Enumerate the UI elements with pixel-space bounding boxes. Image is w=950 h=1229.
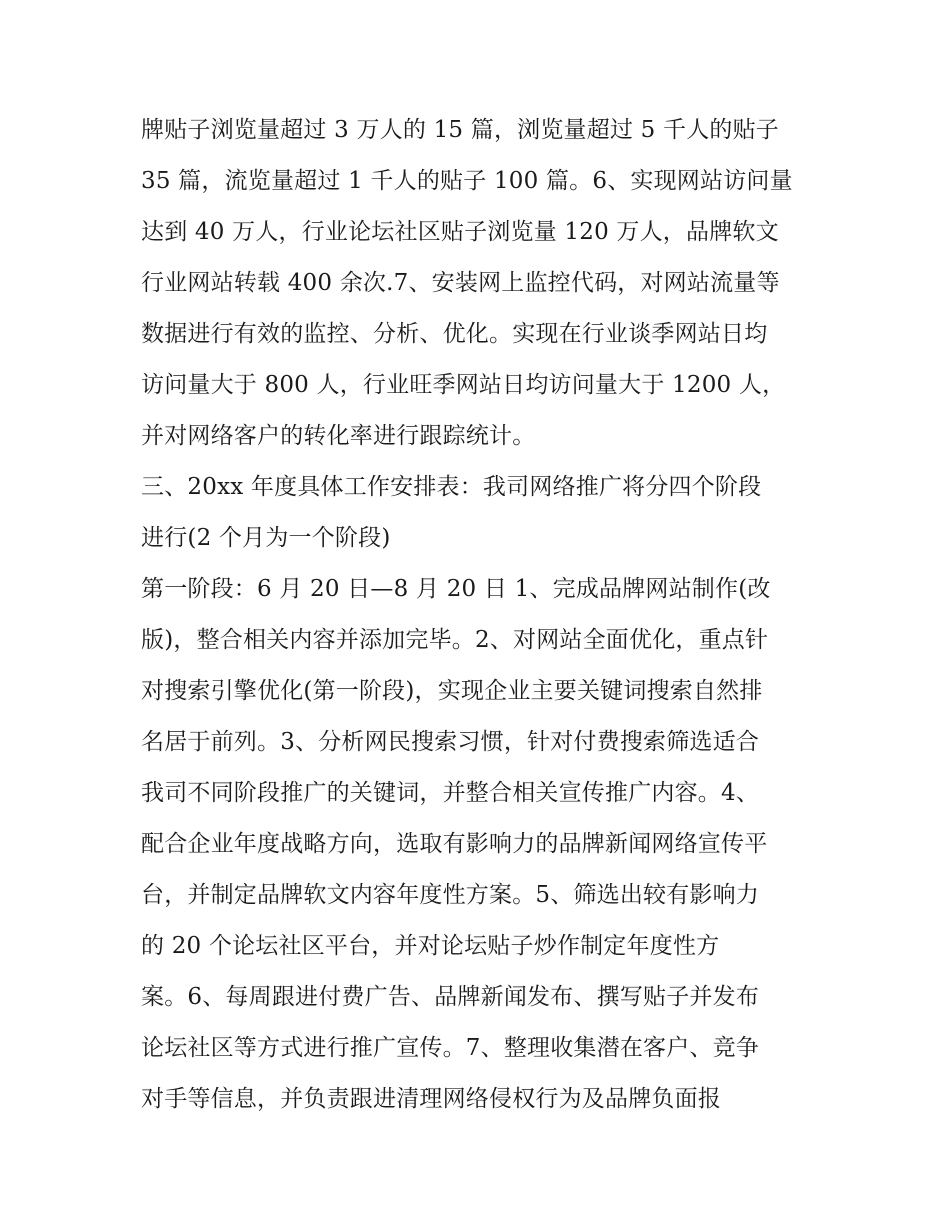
text-line: 牌贴子浏览量超过 3 万人的 15 篇，浏览量超过 5 千人的贴子: [141, 117, 779, 143]
text-line: 台，并制定品牌软文内容年度性方案。5、筛选出较有影响力: [141, 882, 760, 908]
section-heading-line: 三、20xx 年度具体工作安排表：我司网络推广将分四个阶段: [141, 474, 762, 500]
text-line: 行业网站转载 400 余次.7、安装网上监控代码，对网站流量等: [141, 270, 780, 296]
text-line: 论坛社区等方式进行推广宣传。7、整理收集潜在客户、竞争: [141, 1035, 760, 1061]
text-line: 访问量大于 800 人，行业旺季网站日均访问量大于 1200 人，: [141, 372, 786, 398]
text-line: 的 20 个论坛社区平台，并对论坛贴子炒作制定年度性方: [141, 933, 720, 959]
text-line: 进行(2 个月为一个阶段): [141, 525, 391, 551]
text-line: 版)，整合相关内容并添加完毕。2、对网站全面优化，重点针: [141, 627, 769, 653]
text-line: 数据进行有效的监控、分析、优化。实现在行业谈季网站日均: [141, 321, 768, 347]
text-line: 并对网络客户的转化率进行跟踪统计。: [141, 423, 536, 449]
text-line: 案。6、每周跟进付费广告、品牌新闻发布、撰写贴子并发布: [141, 984, 760, 1010]
text-line: 35 篇，流览量超过 1 千人的贴子 100 篇。6、实现网站访问量: [141, 168, 793, 194]
text-line: 对搜索引擎优化(第一阶段)，实现企业主要关键词搜索自然排: [141, 678, 763, 704]
text-line: 达到 40 万人，行业论坛社区贴子浏览量 120 万人，品牌软文: [141, 219, 779, 245]
text-line: 名居于前列。3、分析网民搜索习惯，针对付费搜索筛选适合: [141, 729, 760, 755]
text-line: 对手等信息，并负责跟进清理网络侵权行为及品牌负面报: [141, 1086, 721, 1112]
text-line: 我司不同阶段推广的关键词，并整合相关宣传推广内容。4、: [141, 780, 760, 806]
text-line: 配合企业年度战略方向，选取有影响力的品牌新闻网络宣传平: [141, 831, 768, 857]
stage-heading-line: 第一阶段：6 月 20 日—8 月 20 日 1、完成品牌网站制作(改: [141, 576, 771, 602]
